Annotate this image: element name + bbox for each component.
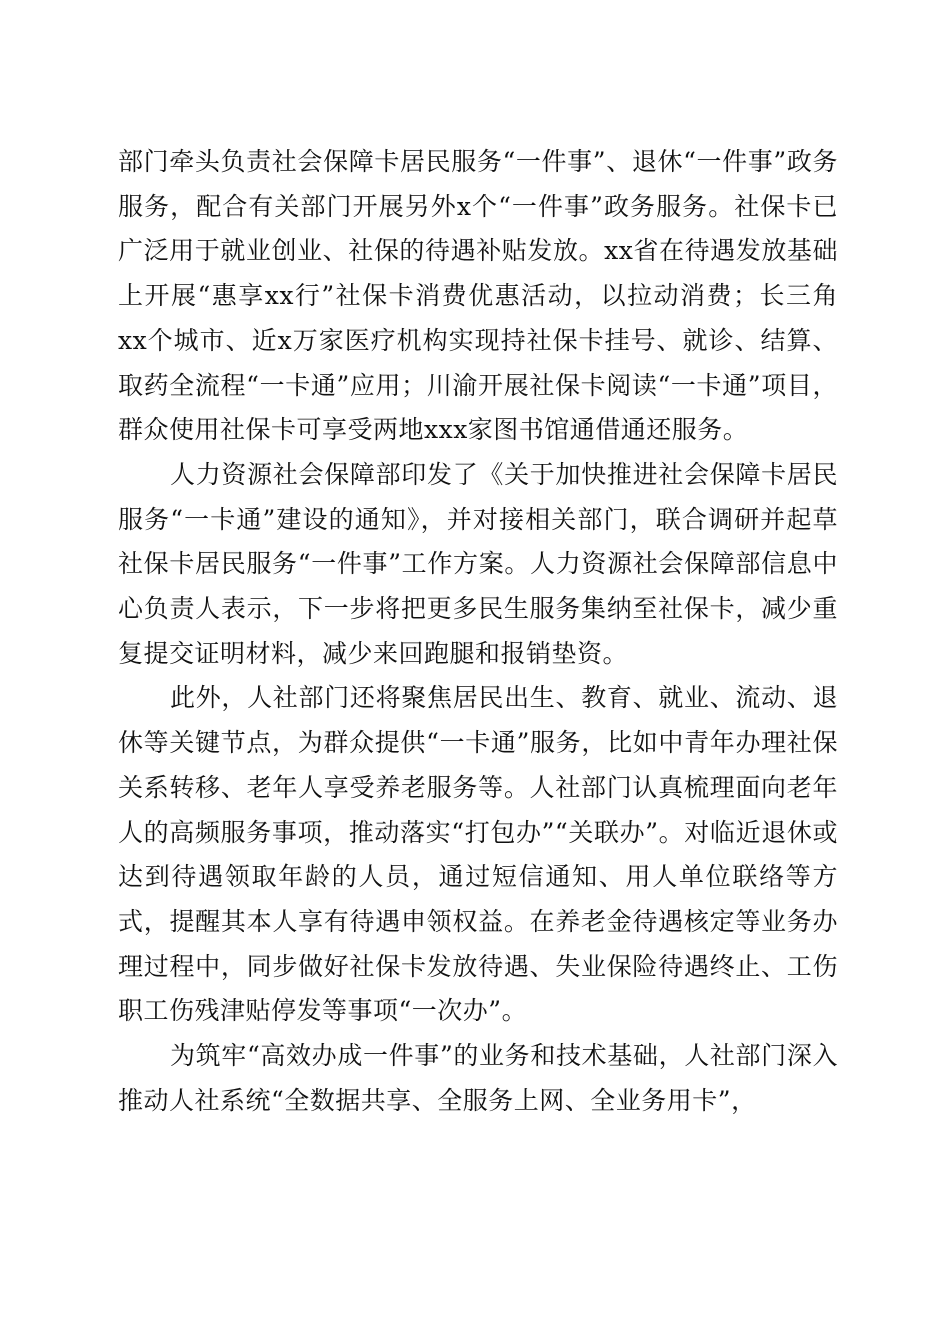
paragraph-4: 为筑牢“高效办成一件事”的业务和技术基础，人社部门深入推动人社系统“全数据共享、全服务上网、全业务用卡”， bbox=[118, 1041, 838, 1115]
paragraph-3: 此外，人社部门还将聚焦居民出生、教育、就业、流动、退休等关键节点，为群众提供“一卡通”服务，比如中青年办理社保关系转移、老年人享受养老服务等。人社部门认真梳理面向老年人的高频服务事项，推动落实“打包办”“关联办”。对临近退休或达到待遇领取年龄的人员，通过短信通知、用人单位联络等方式，提醒其本人享有待遇申领权益。在养老金待遇核定等业务办理过程中，同步做好社保卡发放待遇、失业保险待遇终止、工伤职工伤残津贴停发等事项“一次办”。 bbox=[118, 683, 838, 1026]
document-body bbox=[118, 140, 838, 1123]
paragraph-1: 部门牵头负责社会保障卡居民服务“一件事”、退休“一件事”政务服务，配合有关部门开展另外x个“一件事”政务服务。社保卡已广泛用于就业创业、社保的待遇补贴发放。xx省在待遇发放基础上开展“惠享xx行”社保卡消费优惠活动，以拉动消费；长三角xx个城市、近x万家医疗机构实现持社保卡挂号、就诊、结算、取药全流程“一卡通”应用；川渝开展社保卡阅读“一卡通”项目，群众使用社保卡可享受两地xxx家图书馆通借通还服务。 bbox=[118, 147, 838, 445]
paragraph-2: 人力资源社会保障部印发了《关于加快推进社会保障卡居民服务“一卡通”建设的通知》，并对接相关部门，联合调研并起草社保卡居民服务“一件事”工作方案。人力资源社会保障部信息中心负责人表示，下一步将把更多民生服务集纳至社保卡，减少重复提交证明材料，减少来回跑腿和报销垫资。 bbox=[118, 459, 838, 668]
